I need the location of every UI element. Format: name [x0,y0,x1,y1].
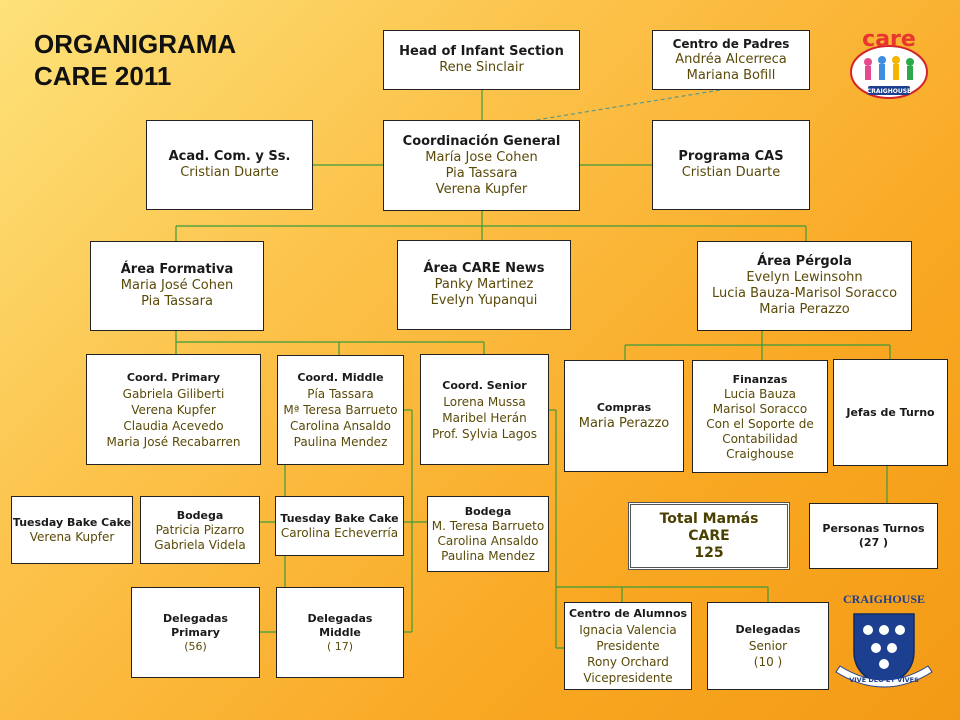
middle-box [277,355,404,465]
senior-member: Prof. Sylvia Lagos [432,426,537,441]
bodega-middle-member: Paulina Mendez [441,549,535,563]
bodega-middle-box [427,496,549,572]
acad-title: Acad. Com. y Ss. [168,149,291,164]
bodega-middle-member: M. Teresa Barrueto [431,519,545,533]
chart-title [34,28,236,92]
middle-member: Carolina Ansaldo [290,419,391,433]
padres-member: Andréa Alcerreca [675,52,787,67]
delegadas-senior-count: (10 ) [753,655,783,669]
delegadas-primary-sub: Primary [171,625,220,639]
jefas-box [833,359,948,466]
alumnos-member: Rony Orchard [587,655,669,669]
formativa-member: Pia Tassara [141,294,213,309]
programa-title: Programa CAS [678,149,784,164]
programa-name: Cristian Duarte [681,165,781,180]
compras-title: Compras [596,400,652,414]
bodega-primary-title: Bodega [176,508,224,522]
acad-box [146,120,313,210]
head-title: Head of Infant Section [399,44,564,59]
personas-box [809,503,938,569]
middle-member: Paulina Mendez [293,435,388,449]
tbc-primary-title: Tuesday Bake Cake [12,516,132,529]
bodega-primary-member: Gabriela Videla [154,537,246,552]
senior-title: Coord. Senior [442,378,527,392]
delegadas-middle-box [276,587,404,678]
pergola-box [697,241,912,331]
acad-name: Cristian Duarte [180,165,279,180]
finanzas-member: Contabilidad [722,431,798,446]
formativa-member: Maria José Cohen [120,278,234,293]
primary-member: Maria José Recabarren [106,434,241,449]
primary-member: Claudia Acevedo [123,418,224,433]
delegadas-primary-title: Delegadas [163,611,228,625]
delegadas-middle-title: Delegadas [307,611,373,625]
coord-general-member: Verena Kupfer [435,181,528,197]
total-count: 125 [694,544,724,561]
news-member: Evelyn Yupanqui [430,293,538,308]
primary-title: Coord. Primary [126,370,221,384]
tbc-primary-name: Verena Kupfer [29,530,115,544]
alumnos-title: Centro de Alumnos [568,607,688,620]
delegadas-primary-box [131,587,260,678]
primary-member: Gabriela Giliberti [122,386,225,401]
finanzas-box [692,360,828,473]
primary-member: Verena Kupfer [131,402,216,417]
middle-member: Mª Teresa Barrueto [283,403,398,417]
tbc-primary-box [11,496,133,564]
compras-box [564,360,684,472]
personas-title: Personas Turnos [822,522,925,535]
delegadas-senior-title: Delegadas [735,623,801,636]
delegadas-middle-count: ( 17) [326,639,354,653]
primary-box [86,354,261,465]
alumnos-member: Presidente [596,639,660,653]
total-line-1: Total Mamás [659,510,759,527]
delegadas-senior-box [707,602,829,690]
craighouse-motto: VIVE DEO ET VIVES [849,676,919,684]
coord-general-member: María Jose Cohen [425,149,538,165]
delegadas-senior-sub: Senior [748,639,788,653]
programa-box [652,120,810,210]
bodega-middle-title: Bodega [464,505,512,518]
pergola-member: Maria Perazzo [759,302,850,317]
finanzas-member: Lucia Bauza [723,386,797,401]
senior-box [420,354,549,465]
craighouse-crest-icon [826,590,942,696]
news-title: Área CARE News [423,261,545,276]
head-box [383,30,580,90]
padres-box [652,30,810,90]
padres-title: Centro de Padres [672,37,790,51]
coord-general-title: Coordinación General [402,133,561,149]
formativa-box [90,241,264,331]
pergola-member: Lucia Bauza-Marisol Soracco [711,286,898,301]
bodega-primary-member: Patricia Pizarro [155,522,245,537]
title-line-1: ORGANIGRAMA [34,29,237,59]
padres-member: Mariana Bofill [686,68,776,83]
pergola-title: Área Pérgola [757,254,852,269]
delegadas-middle-sub: Middle [319,625,361,639]
alumnos-member: Ignacia Valencia [579,623,677,637]
finanzas-title: Finanzas [732,372,788,386]
compras-name: Maria Perazzo [578,415,670,431]
middle-member: Pía Tassara [307,387,374,401]
news-box [397,240,571,330]
senior-member: Maribel Herán [442,410,527,425]
coord-general-member: Pia Tassara [445,165,518,181]
care-logo-sub: CRAIGHOUSE [866,88,912,95]
head-name: Rene Sinclair [439,60,524,75]
title-line-2: CARE 2011 [34,61,172,91]
finanzas-member: Marisol Soracco [712,401,808,416]
coord-general-box [383,120,580,211]
jefas-title: Jefas de Turno [846,405,935,419]
total-line-2: CARE [688,527,730,544]
craighouse-logo-text: CRAIGHOUSE [842,592,926,606]
total-mamas-box [628,502,790,570]
news-member: Panky Martinez [434,277,534,292]
alumnos-member: Vicepresidente [583,671,673,685]
tbc-middle-name: Carolina Echeverría [280,526,399,540]
pergola-member: Evelyn Lewinsohn [746,270,863,285]
alumnos-box [564,602,692,690]
tbc-middle-box [275,496,404,556]
senior-member: Lorena Mussa [443,394,526,409]
delegadas-primary-count: (56) [184,639,207,653]
personas-count: (27 ) [858,536,889,549]
formativa-title: Área Formativa [120,262,234,277]
finanzas-member: Con el Soporte de [706,416,814,431]
bodega-primary-box [140,496,260,564]
bodega-middle-member: Carolina Ansaldo [437,534,539,548]
finanzas-member: Craighouse [726,446,794,461]
care-logo-icon [846,26,932,102]
tbc-middle-title: Tuesday Bake Cake [280,512,399,525]
middle-title: Coord. Middle [297,371,384,384]
care-logo-text: care [862,27,916,52]
